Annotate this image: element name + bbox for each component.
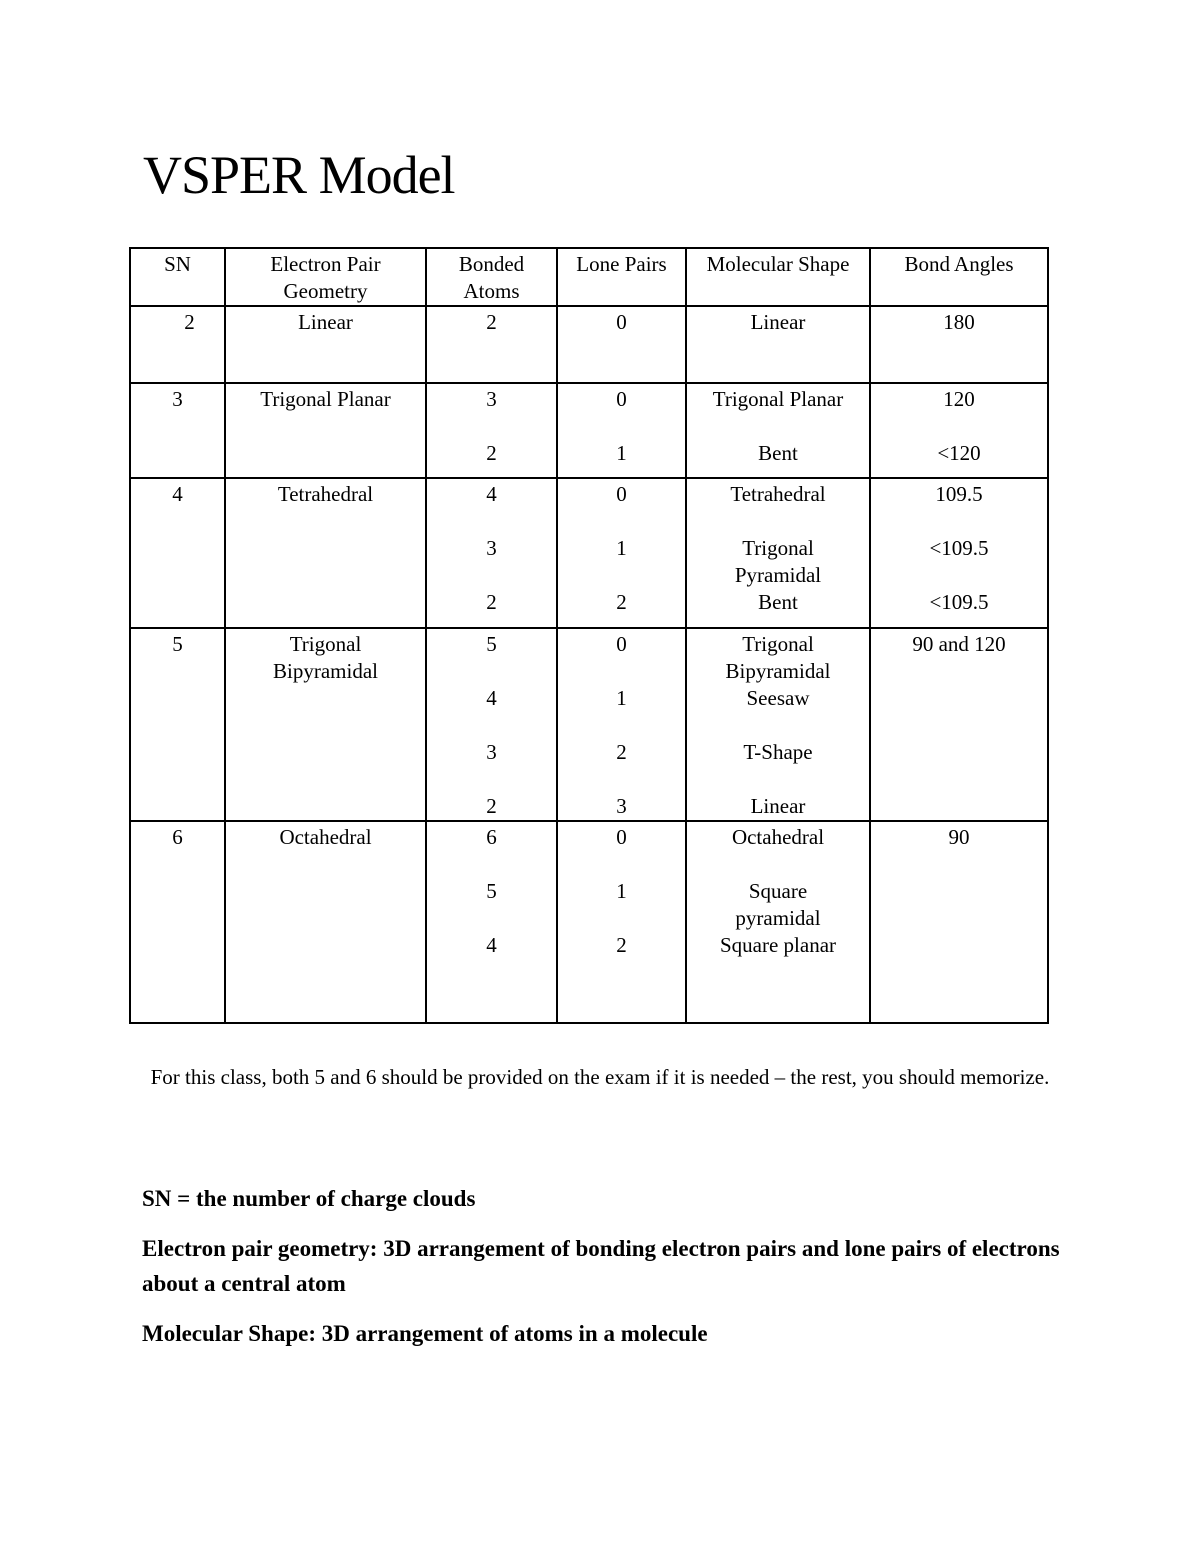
cell-bonded: 4 3 2: [426, 478, 557, 628]
cell-angles: 90 and 120: [870, 628, 1048, 821]
header-shape: Molecular Shape: [686, 248, 870, 306]
table-row: [130, 821, 1048, 1023]
cell-geometry: Tetrahedral: [225, 478, 426, 628]
exam-note: For this class, both 5 and 6 should be provided on the exam if it is needed – the rest, you should memorize.: [150, 1065, 1050, 1089]
vsepr-table: [129, 247, 1049, 1024]
page-title: VSPER Model: [143, 145, 455, 205]
cell-shape: Trigonal Planar Bent: [686, 383, 870, 478]
cell-geometry: Trigonal Planar: [225, 383, 426, 478]
cell-sn: 5: [130, 628, 225, 821]
cell-geometry: Linear: [225, 306, 426, 383]
cell-angles: 90: [870, 821, 1048, 1023]
header-geometry: Electron Pair Geometry: [225, 248, 426, 306]
cell-bonded: 6 5 4: [426, 821, 557, 1023]
definition-sn: SN = the number of charge clouds: [142, 1186, 476, 1211]
table-row: [130, 383, 1048, 478]
cell-sn: 2: [130, 306, 225, 383]
header-lone: Lone Pairs: [557, 248, 686, 306]
table-row: [130, 306, 1048, 383]
cell-bonded: 3 2: [426, 383, 557, 478]
cell-shape: Trigonal Bipyramidal Seesaw T-Shape Linear: [686, 628, 870, 821]
table-row: [130, 628, 1048, 821]
cell-lone: 0 1 2: [557, 821, 686, 1023]
cell-sn: 3: [130, 383, 225, 478]
cell-shape: Linear: [686, 306, 870, 383]
cell-shape: Octahedral Square pyramidal Square planar: [686, 821, 870, 1023]
header-bonded: Bonded Atoms: [426, 248, 557, 306]
cell-bonded: 5 4 3 2: [426, 628, 557, 821]
header-sn: SN: [130, 248, 225, 306]
cell-shape: Tetrahedral Trigonal Pyramidal Bent: [686, 478, 870, 628]
cell-lone: 0: [557, 306, 686, 383]
cell-angles: 109.5 <109.5 <109.5: [870, 478, 1048, 628]
cell-angles: 120 <120: [870, 383, 1048, 478]
cell-lone: 0 1 2 3: [557, 628, 686, 821]
table-row: [130, 478, 1048, 628]
definition-electron-pair-geometry: Electron pair geometry: 3D arrangement of bonding electron pairs and lone pairs of electrons about a central atom: [142, 1236, 1060, 1296]
definition-molecular-shape: Molecular Shape: 3D arrangement of atoms in a molecule: [142, 1321, 708, 1346]
cell-angles: 180: [870, 306, 1048, 383]
header-angles: Bond Angles: [870, 248, 1048, 306]
cell-geometry: Trigonal Bipyramidal: [225, 628, 426, 821]
cell-bonded: 2: [426, 306, 557, 383]
cell-lone: 0 1: [557, 383, 686, 478]
cell-geometry: Octahedral: [225, 821, 426, 1023]
table-header-row: [130, 248, 1048, 306]
cell-sn: 4: [130, 478, 225, 628]
cell-lone: 0 1 2: [557, 478, 686, 628]
cell-sn: 6: [130, 821, 225, 1023]
